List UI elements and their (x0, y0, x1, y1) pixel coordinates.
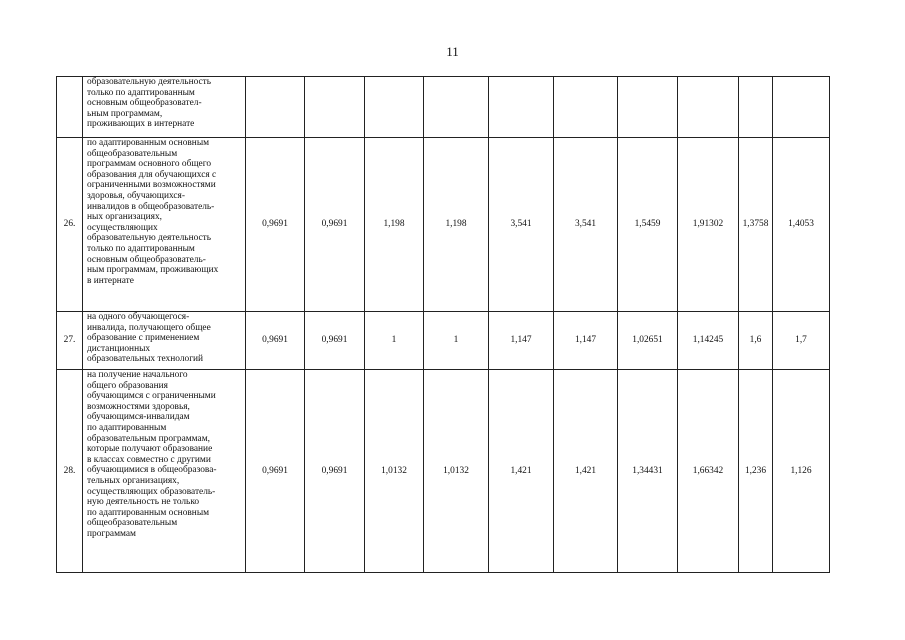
description-line: только по адаптированным (87, 243, 195, 254)
description-line: образования для обучающихся с (87, 169, 217, 180)
value-cell: 0,9691 (305, 312, 365, 370)
description-line: обучающимися в общеобразова- (87, 465, 217, 476)
table-row (57, 370, 830, 573)
value-cell: 1,147 (554, 312, 618, 370)
value-cell: 0,9691 (305, 138, 365, 312)
description-line: на получение начального (87, 370, 188, 380)
coefficients-table (56, 76, 830, 573)
value-cell: 1,7 (773, 312, 830, 370)
value-cell: 1,198 (424, 138, 489, 312)
value-cell: 0,9691 (246, 370, 305, 573)
description-line: обучающимся с ограниченными (87, 391, 216, 402)
description-line: здоровья, обучающихся- (87, 190, 185, 201)
value-cell: 1,126 (773, 370, 830, 573)
value-cell: 1,0132 (424, 370, 489, 573)
description-line: дистанционных (87, 343, 151, 354)
table-row (57, 312, 830, 370)
description-line: которые получают образование (87, 444, 213, 455)
value-cell (773, 77, 830, 138)
description-line: общеобразовательным (87, 518, 178, 529)
description-line: общего образования (87, 380, 168, 391)
description-line: образование с применением (87, 333, 200, 344)
value-cell (739, 77, 773, 138)
value-cell: 0,9691 (246, 312, 305, 370)
description-line: по адаптированным основным (87, 507, 210, 518)
value-cell: 1,198 (365, 138, 424, 312)
description-line: осуществляющих (87, 222, 158, 233)
description-line: ную деятельность не только (87, 497, 200, 508)
description-line: проживающих в интернате (87, 119, 195, 130)
value-cell: 1,02651 (618, 312, 678, 370)
description-line: в классах совместно с другими (87, 454, 211, 465)
description-line: образовательную деятельность (87, 233, 212, 244)
description-line: ных организациях, (87, 212, 163, 223)
description-line: в интернате (87, 275, 134, 286)
value-cell: 3,541 (554, 138, 618, 312)
value-cell: 0,9691 (246, 138, 305, 312)
value-cell: 1,3758 (739, 138, 773, 312)
row-number: 28. (57, 370, 83, 573)
value-cell (554, 77, 618, 138)
value-cell: 1,34431 (618, 370, 678, 573)
value-cell (678, 77, 739, 138)
description-line: образовательных технологий (87, 354, 204, 365)
value-cell (365, 77, 424, 138)
value-cell: 1,236 (739, 370, 773, 573)
description-line: программам (87, 528, 136, 539)
value-cell: 1,6 (739, 312, 773, 370)
table-row (57, 138, 830, 312)
value-cell: 0,9691 (305, 370, 365, 573)
value-cell (246, 77, 305, 138)
description-line: на одного обучающегося- (87, 312, 190, 322)
description-line: тельных организациях, (87, 475, 180, 486)
value-cell: 1 (424, 312, 489, 370)
row-description (83, 312, 246, 370)
description-line: инвалидов в общеобразователь- (87, 201, 215, 212)
description-line: инвалида, получающего общее (87, 322, 211, 333)
value-cell (305, 77, 365, 138)
value-cell (424, 77, 489, 138)
value-cell: 1,421 (489, 370, 554, 573)
row-description (83, 77, 246, 138)
row-description (83, 138, 246, 312)
value-cell: 1,0132 (365, 370, 424, 573)
value-cell: 1,5459 (618, 138, 678, 312)
value-cell: 1,14245 (678, 312, 739, 370)
description-line: ограниченными возможностями (87, 180, 216, 191)
row-description (83, 370, 246, 573)
value-cell: 1,91302 (678, 138, 739, 312)
description-line: основным общеобразовател- (87, 98, 202, 109)
description-line: обучающимся-инвалидам (87, 412, 190, 423)
value-cell (489, 77, 554, 138)
description-line: только по адаптированным (87, 87, 195, 98)
row-number (57, 77, 83, 138)
value-cell: 3,541 (489, 138, 554, 312)
row-number: 26. (57, 138, 83, 312)
description-line: ьным программам, (87, 108, 163, 119)
value-cell: 1,147 (489, 312, 554, 370)
value-cell: 1 (365, 312, 424, 370)
page-number: 11 (446, 44, 459, 59)
description-line: по адаптированным основным (87, 138, 210, 148)
value-cell (618, 77, 678, 138)
description-line: общеобразовательным (87, 148, 178, 159)
row-number: 27. (57, 312, 83, 370)
value-cell: 1,4053 (773, 138, 830, 312)
description-line: программам основного общего (87, 159, 212, 170)
description-line: осуществляющих образователь- (87, 486, 216, 497)
value-cell: 1,421 (554, 370, 618, 573)
description-line: ным программам, проживающих (87, 265, 219, 276)
description-line: по адаптированным (87, 422, 167, 433)
value-cell: 1,66342 (678, 370, 739, 573)
description-line: образовательным программам, (87, 433, 210, 444)
description-line: образовательную деятельность (87, 77, 212, 87)
description-line: основным общеобразователь- (87, 254, 206, 265)
description-line: возможностями здоровья, (87, 401, 190, 412)
table-row (57, 77, 830, 138)
